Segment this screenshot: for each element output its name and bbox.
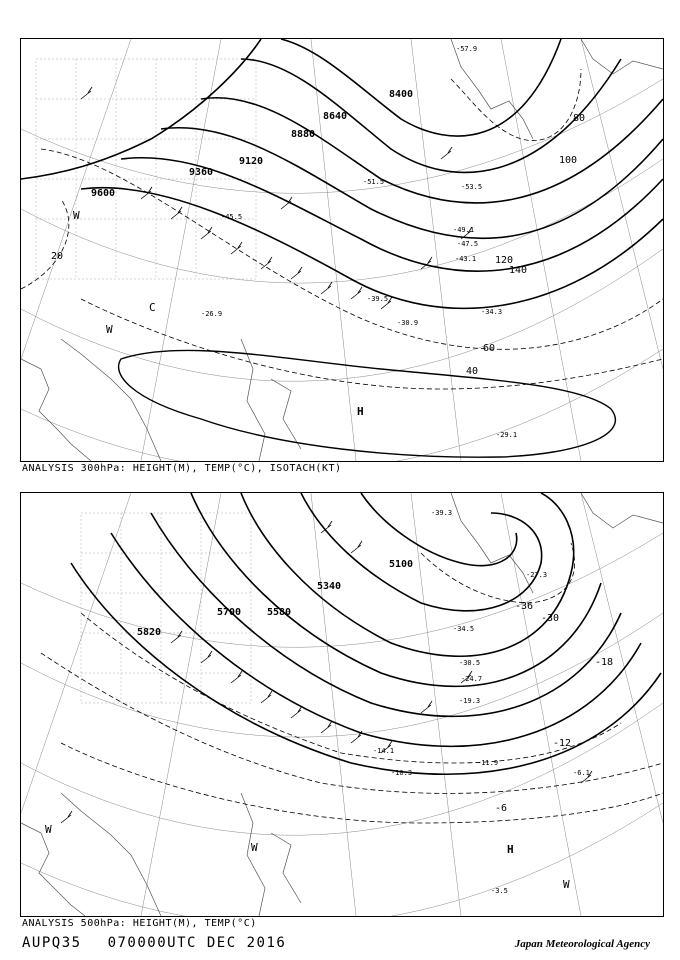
station-temp: -30.9: [397, 319, 419, 327]
caption-300hpa: ANALYSIS 300hPa: HEIGHT(M), TEMP(°C), ISOTACH(KT): [22, 463, 342, 474]
station-temp: -26.9: [201, 310, 223, 318]
isotach-label-100: 100: [559, 155, 578, 166]
isotach-label-120: 120: [495, 255, 514, 266]
station-temp: -30.5: [459, 659, 481, 667]
station-temp: -45.5: [221, 213, 243, 221]
height-label-8400: 8400: [389, 89, 414, 100]
isotach-label-20: 20: [51, 251, 64, 262]
temp-label-12: -12: [553, 738, 572, 749]
map-500hpa: [20, 492, 664, 917]
station-temp: -49.1: [453, 226, 475, 234]
station-temp: -24.7: [461, 675, 483, 683]
station-temp: -34.3: [481, 308, 503, 316]
station-temp: -27.3: [526, 571, 548, 579]
temp-label-18: -18: [595, 657, 614, 668]
height-label-5340: 5340: [317, 581, 342, 592]
wind-barbs: [81, 87, 475, 309]
isotach-label-140: 140: [509, 265, 528, 276]
height-label-5700: 5700: [217, 607, 242, 618]
bulletin-header: [22, 935, 286, 951]
coastlines: [21, 493, 663, 916]
isotach-label-60: 60: [483, 343, 496, 354]
high-center-label: H: [357, 405, 364, 418]
station-temp: -47.5: [457, 240, 479, 248]
lat-lon-grid: [21, 39, 663, 461]
station-temp: -53.5: [461, 183, 483, 191]
isotach-label-80: 80: [573, 113, 586, 124]
warm-center-label-2: W: [45, 823, 52, 836]
agency-name: Japan Meteorological Agency: [514, 938, 650, 950]
isotach-label-40: 40: [466, 366, 479, 377]
valid-time: 070000UTC DEC 2016: [107, 935, 287, 951]
temp-label-30: -30: [541, 613, 560, 624]
temp-label-36: -36: [515, 601, 534, 612]
coastlines: [21, 39, 663, 461]
high-pressure-ridge: [119, 350, 616, 457]
cold-center-label: C: [149, 301, 156, 314]
height-label-5100: 5100: [389, 559, 414, 570]
station-temp: -14.1: [373, 747, 395, 755]
station-temp: -6.1: [573, 769, 590, 777]
height-label-5820: 5820: [137, 627, 162, 638]
height-label-9360: 9360: [189, 167, 214, 178]
height-label-9120: 9120: [239, 156, 264, 167]
warm-center-label: W: [73, 209, 80, 222]
height-label-5580: 5580: [267, 607, 292, 618]
station-temp: -43.1: [455, 255, 477, 263]
station-temp: -10.3: [391, 769, 413, 777]
station-temp: -29.1: [496, 431, 518, 439]
bulletin-id: AUPQ35: [22, 935, 82, 951]
height-label-8880: 8880: [291, 129, 316, 140]
temp-label-6: -6: [495, 803, 508, 814]
warm-center-label-2: W: [106, 323, 113, 336]
high-center-label: H: [507, 843, 514, 856]
station-temp: -3.5: [491, 887, 508, 895]
warm-center-label-3: W: [563, 878, 570, 891]
height-label-9600: 9600: [91, 188, 116, 199]
dashed-grid-box: [36, 59, 256, 279]
station-temp: -39.3: [431, 509, 453, 517]
station-temp: -19.3: [459, 697, 481, 705]
station-temp: -11.9: [477, 759, 499, 767]
station-temp: -39.5: [367, 295, 389, 303]
station-temp: -57.9: [456, 45, 478, 53]
station-temp: -51.5: [363, 178, 385, 186]
lat-lon-grid: [21, 493, 663, 916]
station-temp: -34.5: [453, 625, 475, 633]
temperature-contours: [41, 543, 663, 823]
height-label-8640: 8640: [323, 111, 348, 122]
caption-500hpa: ANALYSIS 500hPa: HEIGHT(M), TEMP(°C): [22, 918, 257, 929]
map-300hpa: [20, 38, 664, 462]
warm-center-label: W: [251, 841, 258, 854]
wind-barbs: [61, 521, 592, 823]
